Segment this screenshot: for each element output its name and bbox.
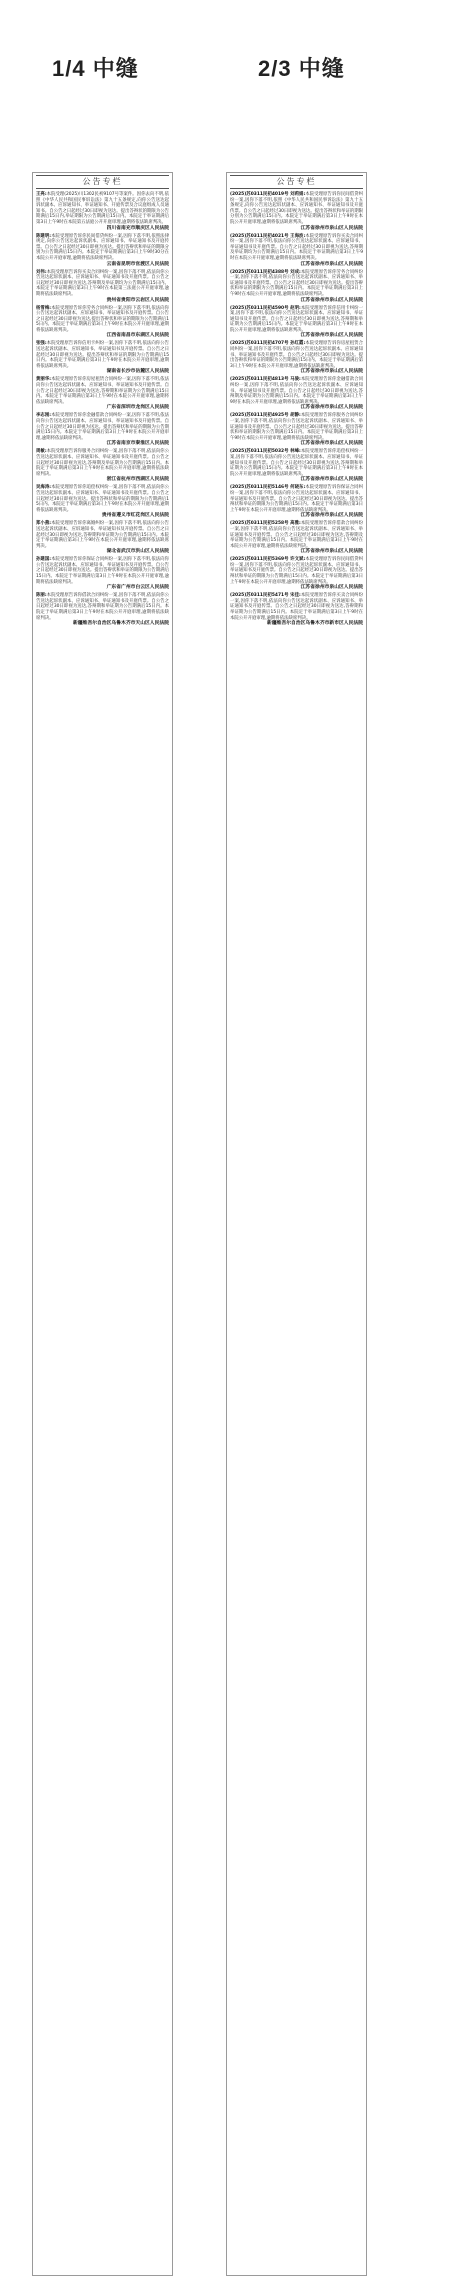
notice-text: 本院受理原告诉你金融借款合同纠纷一案,因你下落不明,依法向你公告送达起诉状副本、应诉通知书、举证通知书及开庭传票。自公告之日起经过30日即视为送达,答辩期及举证期为公告期满后15日内。本院定于举证期满后第3日上午9时在本院公开开庭审理,逾期将依法缺席判决。	[230, 377, 363, 405]
notice-text: 本院受理原告诉你借款合同纠纷一案,因你下落不明,依法向你公告送达起诉状副本、应诉通知书、举证通知书及开庭传票。自公告之日起经过30日即视为送达,答辩期和举证期为公告期满后15日内。本院定于举证期满后第3日上午9时在本院公开开庭审理,逾期将依法缺席判决。	[36, 593, 169, 621]
notice-text: 本院受理原告诉你金融借款合同纠纷一案,因你下落不明,依法向你公告送达起诉状副本、应诉通知书、举证通知书及开庭传票。自公告之日起经过30日即视为送达。提出答辩状和举证的期限为公告期满后15日内。本院定于举证期满后第3日上午9时在本院公开开庭审理,逾期将依法缺席判决。	[36, 413, 169, 441]
left-column-header: 公告专栏	[36, 175, 169, 189]
notice-party: 王亮:	[36, 192, 47, 197]
notice-court-signature: 江苏省徐州市泉山区人民法院	[300, 225, 363, 231]
left-column-title: 1/4 中缝	[52, 56, 139, 81]
notice-body	[36, 521, 169, 549]
notice-party: 周敏:	[36, 449, 47, 455]
notice-party: (2025)苏0311民初4388号 刘成:	[230, 269, 301, 275]
notice-body	[230, 521, 363, 549]
notice-court-signature: 四川省南充市顺庆区人民法院	[106, 225, 169, 231]
notice-item	[230, 341, 363, 375]
notice-body	[230, 557, 363, 585]
notice-item	[36, 234, 169, 268]
notice-court-signature: 江苏省徐州市泉山区人民法院	[300, 405, 363, 411]
notice-court-signature: 江苏省徐州市泉山区人民法院	[300, 513, 363, 519]
right-column-header: 公告专栏	[230, 175, 363, 189]
notice-body	[230, 377, 363, 405]
notice-party: 李志刚:	[36, 413, 52, 419]
notice-text: 本院受理原告诉你追偿权纠纷一案,因你下落不明,依法向你公告送达起诉状副本、应诉通知书、举证通知书及开庭传票。自公告之日起经过30日即视为送达。提出答辩状和举证的期限为公告期满后15日内。本院定于举证期满后第3日上午9时在本院公开开庭审理,逾期将依法缺席判决。	[36, 485, 169, 513]
notice-court-signature: 江苏省徐州市泉山区人民法院	[300, 369, 363, 375]
notice-court-signature: 江西省南昌市东湖区人民法院	[106, 333, 169, 339]
notice-court-signature: 广东省广州市白云区人民法院	[106, 585, 169, 591]
notice-text: 本院受理原告诉你追偿权纠纷一案,因你下落不明,依法向你公告送达起诉状副本、应诉通知书、举证通知书及开庭传票。自公告之日起经过30日即视为送达,答辩期和举证期为公告期满后15日内。本院定于举证期满后第3日上午9时在本院公开开庭审理,逾期将依法缺席判决。	[230, 449, 363, 477]
notice-body	[230, 234, 363, 262]
notice-item	[36, 377, 169, 411]
notice-body	[230, 485, 363, 513]
notice-party: (2025)苏0311民初5471号 宋佳:	[230, 593, 301, 599]
notice-item	[230, 234, 363, 268]
notice-party: (2025)苏0311民初4925号 胡静:	[230, 413, 301, 419]
notice-court-signature: 湖北省武汉市洪山区人民法院	[106, 549, 169, 555]
right-notice-list	[230, 192, 363, 627]
notice-party: (2025)苏0311民初4019号 刘莉娟:	[230, 192, 306, 197]
notice-item	[36, 593, 169, 627]
notice-text: 本院受理原告诉你买卖合同纠纷一案,因你下落不明,依法向你公告送达起诉状副本、应诉通知书、举证通知书及开庭传票。自公告之日起经过30日即视为送达,答辩期和举证期为公告期满后15日内。本院定于举证期满后第3日上午9时在本院公开开庭审理,逾期将依法缺席判决。	[230, 593, 363, 621]
notice-court-signature: 贵州省遵义市红花岗区人民法院	[101, 513, 169, 519]
notice-party: (2025)苏0311民初5369号 许文斌:	[230, 557, 306, 563]
notice-body	[230, 192, 363, 226]
notice-body	[36, 413, 169, 441]
notice-item	[230, 521, 363, 555]
notice-text: 本院受理原告诉你借款合同纠纷一案,因你下落不明,依法向你公告送达起诉状副本、应诉通知书、举证通知书及开庭传票。自公告之日起经过30日即视为送达,答辩期及举证期为公告期满后15日内。本院定于举证期满后第3日上午9时在本院公开开庭审理,逾期将依法缺席判决。	[230, 521, 363, 549]
notice-text: 本院受理原告诉你信用卡纠纷一案,因你下落不明,依法向你公告送达起诉状副本、应诉通知书、举证通知书及开庭传票。自公告之日起经过30日即视为送达。提出答辩状和举证的期限为公告期满后15日内。本院定于举证期满后第3日上午9时在本院公开开庭审理,逾期将依法缺席判决。	[36, 341, 169, 369]
notice-party: 张强:	[36, 341, 47, 347]
notice-body	[36, 306, 169, 334]
notice-body	[36, 341, 169, 369]
notice-court-signature: 江苏省徐州市泉山区人民法院	[300, 261, 363, 267]
notice-body	[36, 485, 169, 513]
notice-item	[36, 341, 169, 375]
notice-party: 黄丽华:	[36, 377, 52, 383]
notice-text: 本院受理原告诉你保证合同纠纷一案,因你下落不明,依法向你公告送达起诉状副本、应诉通知书、举证通知书及开庭传票。自公告之日起经过30日即视为送达。提出答辩状和举证的期限为公告期满后15日内。本院定于举证期满后第3日上午9时在本院公开开庭审理,逾期将依法缺席判决。	[230, 485, 363, 513]
notice-court-signature: 广东省深圳市龙岗区人民法院	[106, 405, 169, 411]
notice-court-signature: 新疆维吾尔自治区乌鲁木齐市天山区人民法院	[73, 621, 169, 627]
notice-item	[230, 192, 363, 232]
notice-party: (2025)苏0311民初5146号 何晓东:	[230, 485, 306, 491]
right-notice-column	[226, 172, 367, 2276]
notice-court-signature: 湖南省长沙市岳麓区人民法院	[106, 369, 169, 375]
notice-item	[36, 521, 169, 555]
notice-text: 本院受理原告诉你服务合同纠纷一案,因你下落不明,依法向你公告送达起诉状副本、应诉通知书、举证通知书及开庭传票。自公告之日起经过30日即视为送达,答辩期及举证期为公告期满后15日内。本院定于举证期满后第3日上午9时在本院公开开庭审理,逾期将依法缺席判决。	[36, 449, 169, 477]
notice-party: (2025)苏0311民初4590号 赵明:	[230, 305, 301, 311]
notice-court-signature: 贵州省贵阳市云岩区人民法院	[106, 297, 169, 303]
notice-body	[230, 270, 363, 298]
notice-court-signature: 江苏省徐州市泉山区人民法院	[300, 441, 363, 447]
notice-item	[230, 449, 363, 483]
notice-court-signature: 江苏省徐州市泉山区人民法院	[300, 585, 363, 591]
notice-item	[230, 270, 363, 304]
notice-court-signature: 江苏省徐州市泉山区人民法院	[300, 297, 363, 303]
notice-court-signature: 江苏省南京市秦淮区人民法院	[106, 441, 169, 447]
notice-text: 本院受理原告诉你服务合同纠纷一案,因你下落不明,依法向你公告送达起诉状副本、应诉通知书、举证通知书及开庭传票。自公告之日起经过30日即视为送达。提出答辩状和举证的期限为公告期满后15日内。本院定于举证期满后第3日上午9时在本院公开开庭审理,逾期将依法缺席判决。	[230, 413, 363, 441]
left-notice-list	[36, 192, 169, 627]
notice-text: 本院受理原告诉你劳务合同纠纷一案,因你下落不明,依法向你公告送达起诉状副本、应诉通知书、举证通知书及开庭传票。自公告之日起经过30日即视为送达。提出答辩状和举证的期限为公告期满后15日内。本院定于举证期满后第3日上午9时在本院公开开庭审理,逾期将依法缺席判决。	[230, 269, 363, 297]
notice-text: 本院受理原告诉你信用卡纠纷一案,因你下落不明,依法向你公告送达起诉状副本、应诉通知书、举证通知书及开庭传票。自公告之日起经过30日即视为送达,答辩期和举证期为公告期满后15日内。本院定于举证期满后第3日上午9时在本院公开开庭审理,逾期将依法缺席判决。	[230, 305, 363, 333]
notice-body	[230, 306, 363, 334]
notice-body	[36, 449, 169, 477]
notice-item	[230, 377, 363, 411]
notice-body	[230, 341, 363, 369]
notice-item	[230, 306, 363, 340]
notice-party: 杨雪梅:	[36, 305, 52, 311]
notice-item	[230, 413, 363, 447]
notice-body	[36, 192, 169, 226]
notice-party: (2025)苏0311民初4021号 王海波:	[230, 233, 306, 239]
notice-court-signature: 浙江省杭州市西湖区人民法院	[106, 477, 169, 483]
notice-body	[230, 449, 363, 477]
notice-party: 陈建明:	[36, 233, 52, 239]
right-column-title: 2/3 中缝	[258, 56, 345, 81]
notice-text: 本院受理原告诉你民间借贷纠纷一案,因你下落不明,依照《中华人民共和国民事诉讼法》第九十五条规定,向你公告送达起诉状副本、应诉通知书、举证通知书及开庭传票。自公告之日起经过30日即视为送达。提出答辩状和举证的期限分别为公告期满后15日内。本院定于举证期满后第3日上午9时在本院公开开庭审理,逾期将依法缺席判决。	[230, 192, 363, 225]
notice-court-signature: 新疆维吾尔自治区乌鲁木齐市新市区人民法院	[267, 621, 363, 627]
notice-text: 本院受理原告诉你买卖合同纠纷一案,因你下落不明,依法向你公告送达起诉状副本、应诉通知书、举证通知书及开庭传票。自公告之日起经过30日即视为送达,答辩期及举证期均为公告期满后15日内。本院定于举证期满后第3日上午9时在本院第三法庭公开开庭审理,逾期将依法缺席判决。	[36, 269, 169, 297]
notice-item	[36, 449, 169, 483]
notice-court-signature: 江苏省徐州市泉山区人民法院	[300, 333, 363, 339]
notice-party: (2025)苏0311民初5258号 高雅:	[230, 521, 301, 527]
notice-text: 本院受理原告诉你民间借贷纠纷一案,因你下落不明,依法向你公告送达起诉状副本、应诉通知书、举证通知书及开庭传票。自公告之日起经过30日即视为送达。提出答辩状和举证的期限为公告期满后15日内。本院定于举证期满后第3日上午9时在本院公开开庭审理,逾期将依法缺席判决。	[230, 557, 363, 585]
notice-body	[36, 557, 169, 585]
notice-item	[36, 192, 169, 232]
notice-party: (2025)苏0311民初4813号 马骏:	[230, 377, 301, 383]
notice-text: 本院受理原告诉你保证合同纠纷一案,因你下落不明,依法向你公告送达起诉状副本、应诉通知书、举证通知书及开庭传票。自公告之日起经过30日即视为送达。提出答辩状和举证的期限为公告期满后15日内。本院定于举证期满后第3日上午9时在本院公开开庭审理,逾期将依法缺席判决。	[36, 557, 169, 585]
notice-text: 本院受理原告诉你离婚纠纷一案,因你下落不明,依法向你公告送达起诉状副本、应诉通知书、举证通知书及开庭传票。自公告之日起经过30日即视为送达,答辩期和举证期为公告期满后15日内。本院定于举证期满后第3日上午9时在本院公开开庭审理,逾期将依法缺席判决。	[36, 521, 169, 549]
notice-party: 吴海涛:	[36, 485, 52, 491]
notice-body	[230, 593, 363, 621]
notice-body	[36, 234, 169, 262]
left-notice-column	[32, 172, 173, 2276]
notice-party: 郑小燕:	[36, 521, 52, 527]
notice-court-signature: 云南省昆明市官渡区人民法院	[106, 261, 169, 267]
notice-item	[36, 270, 169, 304]
notice-party: 孙建国:	[36, 557, 52, 563]
notice-item	[230, 557, 363, 591]
notice-text: 本院受理原告诉你房屋租赁合同纠纷一案,因你下落不明,依法向你公告送达起诉状副本、应诉通知书、举证通知书及开庭传票。自公告之日起经过30日即视为送达,答辩期和举证期为公告期满后15日内。本院定于举证期满后第3日上午9时在本院公开开庭审理,逾期将依法缺席判决。	[36, 377, 169, 405]
notice-party: 陈丽:	[36, 593, 47, 599]
notice-body	[230, 413, 363, 441]
notice-text: 本院受理原告诉你劳务合同纠纷一案,因你下落不明,依法向你公告送达起诉状副本、应诉通知书、举证通知书及开庭传票。自公告之日起经过30日即视为送达,提出答辩状和举证的期限为公告期满后15日内。本院定于举证期满后第3日上午9时在本院公开开庭审理,逾期将依法缺席判决。	[36, 305, 169, 333]
notice-body	[36, 593, 169, 621]
notice-party: (2025)苏0311民初4707号 孙红霞:	[230, 341, 306, 347]
notice-item	[230, 485, 363, 519]
notice-item	[36, 485, 169, 519]
notice-text: 本院受理原告诉你民间借贷纠纷一案,因你下落不明,依照法律规定,向你公告送达起诉状副本、应诉通知书、举证通知书及开庭传票。自公告之日起经过30日即视为送达。提出答辩状和举证的期限分别为公告期满后15日内。本院定于举证期满后第3日上午9时30分在本院公开开庭审理,逾期将依法缺席判决。	[36, 233, 169, 261]
notice-body	[36, 270, 169, 298]
notice-text: 本院受理原告诉你买卖合同纠纷一案,因你下落不明,依法向你公告送达起诉状副本、应诉通知书、举证通知书及开庭传票。自公告之日起经过30日即视为送达,答辩期及举证期均为公告期满后15日内。本院定于举证期满后第3日上午9时在本院公开开庭审理,逾期将依法缺席判决。	[230, 233, 363, 261]
notice-item	[36, 557, 169, 591]
notice-party: (2025)苏0311民初5032号 林峰:	[230, 449, 301, 455]
notice-item	[230, 593, 363, 627]
notice-court-signature: 江苏省徐州市泉山区人民法院	[300, 477, 363, 483]
notice-text: 本院受理原告诉你房屋租赁合同纠纷一案,因你下落不明,依法向你公告送达起诉状副本、应诉通知书、举证通知书及开庭传票。自公告之日起经过30日即视为送达。提出答辩状和举证的期限为公告期满后15日内。本院定于举证期满后第3日上午9时在本院公开开庭审理,逾期将依法缺席判决。	[230, 341, 363, 369]
notice-party: 刘伟:	[36, 269, 47, 275]
notice-text: 本院受理(2025)川1302民初9107号等案件。因你去向不明,依照《中华人民共和国民事诉讼法》第九十五条规定,向你公告送达起诉状副本、应诉通知书、举证通知书、开庭传票及合议庭组成人员通知书。自公告之日起经过30日即视为送达。提出答辩状的期限为公告期满后15日内,举证期限为公告期满后15日内。本院定于举证期满后第3日上午9时在本院第五法庭公开开庭审理,逾期将依法缺席判决。	[36, 192, 169, 225]
notice-body	[36, 377, 169, 405]
notice-item	[36, 413, 169, 447]
notice-court-signature: 江苏省徐州市泉山区人民法院	[300, 549, 363, 555]
notice-item	[36, 306, 169, 340]
